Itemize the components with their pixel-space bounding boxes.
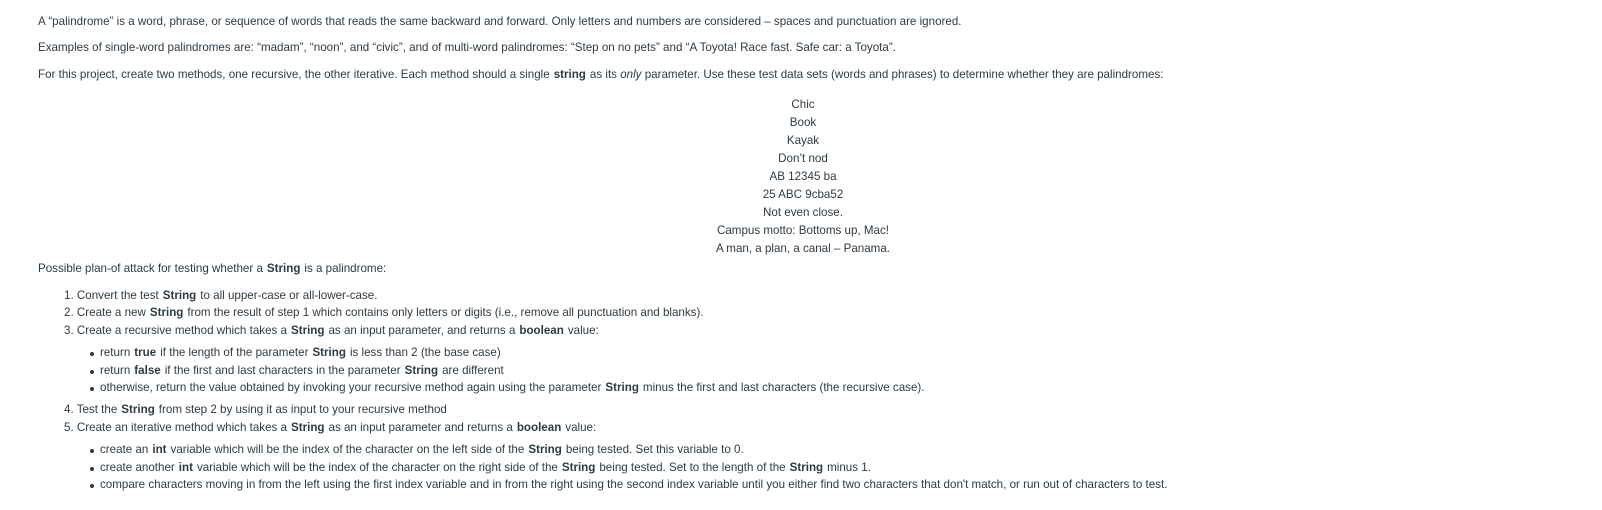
plan-step-5: 5. Create an iterative method which takes a String as an input parameter and returns a boolean value: [64,421,597,434]
test-item: Don’t nod [778,152,828,165]
plan-step-5-bullet-3: compare characters moving in from the left using the first index variable and in from the right using the second index variable until you either find two characters that don't match, or run out of characters to test. [100,478,1168,491]
test-item: Chic [791,98,815,111]
test-item: Kayak [786,134,820,147]
plan-heading: Possible plan-of attack for testing whether a String is a palindrome: [38,262,387,275]
bullet-icon [90,449,94,453]
plan-step-4: 4. Test the String from step 2 by using it as input to your recursive method [64,403,447,416]
test-item: A man, a plan, a canal – Panama. [715,242,891,255]
bullet-icon [90,467,94,471]
bullet-icon [90,484,94,488]
plan-step-3-bullet-3: otherwise, return the value obtained by invoking your recursive method again using the parameter String minus the first and last characters (the recursive case). [100,381,925,394]
bullet-icon [90,352,94,356]
bullet-icon [90,387,94,391]
intro-paragraph-examples: Examples of single-word palindromes are: “madam”, “noon”, and “civic”, and of multi-word palindromes: “Step on no pets” and “A Toyota! Race fast. Safe car: a Toyota”. [38,41,896,54]
test-item: Not even close. [763,206,843,219]
intro-paragraph-definition: A “palindrome” is a word, phrase, or sequence of words that reads the same backward and forward. Only letters and numbers are considered – spaces and punctuation are ignored. [38,15,962,28]
plan-step-3-bullet-2: return false if the first and last characters in the parameter String are different [100,364,504,377]
plan-step-3: 3. Create a recursive method which takes a String as an input parameter, and returns a boolean value: [64,324,599,337]
emphasis-only: only [620,68,642,81]
test-item: 25 ABC 9cba52 [762,188,844,201]
code-string: string [553,68,586,81]
plan-step-5-bullet-1: create an int variable which will be the index of the character on the left side of the String being tested. Set this variable to 0. [100,443,744,456]
intro-paragraph-instructions: For this project, create two methods, one recursive, the other iterative. Each method should a single string as its only parameter. Use these test data sets (words and phrases) to determine whether they are palindromes: [38,68,1164,81]
plan-step-1: 1. Convert the test String to all upper-case or all-lower-case. [64,289,378,302]
test-item: Book [789,116,817,129]
plan-step-2: 2. Create a new String from the result of step 1 which contains only letters or digits (i.e., remove all punctuation and blanks). [64,306,704,319]
test-data-list [0,96,1602,258]
bullet-icon [90,370,94,374]
plan-step-5-bullet-2: create another int variable which will be the index of the character on the right side of the String being tested. Set to the length of the String minus 1. [100,461,871,474]
test-item: Campus motto: Bottoms up, Mac! [716,224,890,237]
test-item: AB 12345 ba [769,170,837,183]
plan-step-3-bullet-1: return true if the length of the parameter String is less than 2 (the base case) [100,346,501,359]
